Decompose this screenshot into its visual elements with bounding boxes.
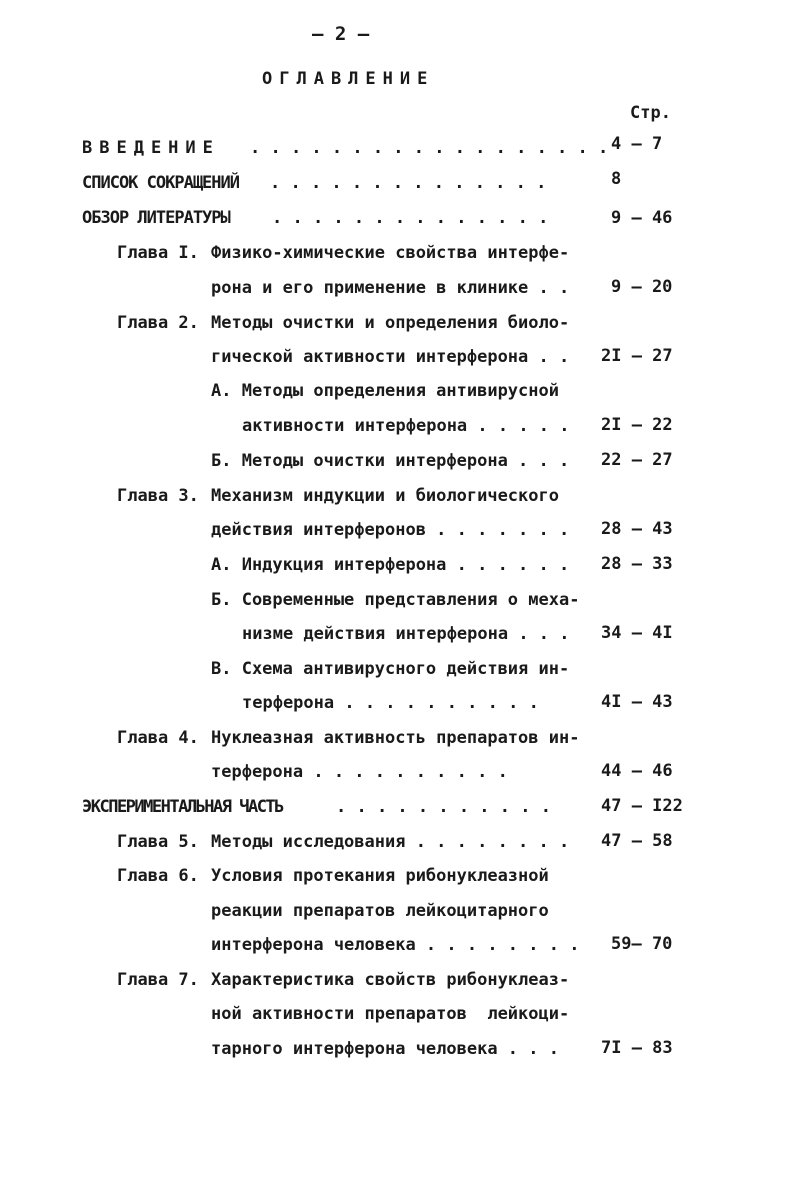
toc-experimental-pages: 47 – I22 bbox=[601, 796, 683, 816]
toc-section-3c-line2: терферона . . . . . . . . . . bbox=[242, 693, 539, 713]
toc-chapter-1-pages: 9 – 20 bbox=[611, 277, 673, 297]
toc-chapter-7-line1: Характеристика свойств рибонуклеаз- bbox=[211, 970, 570, 990]
toc-chapter-2-label: Глава 2. bbox=[117, 313, 199, 333]
toc-review-dots: . . . . . . . . . . . . . . bbox=[272, 208, 549, 228]
toc-introduction-dots: . . . . . . . . . . . . . . . . . . bbox=[250, 138, 609, 158]
page-column-label: Стр. bbox=[630, 103, 671, 123]
toc-chapter-7-pages: 7I – 83 bbox=[601, 1038, 673, 1058]
toc-chapter-1-label: Глава I. bbox=[117, 243, 199, 263]
toc-chapter-3-label: Глава 3. bbox=[117, 486, 199, 506]
toc-section-2a-pages: 2I – 22 bbox=[601, 415, 673, 435]
toc-chapter-4-line2: терферона . . . . . . . . . . bbox=[211, 762, 508, 782]
toc-chapter-7-line3: тарного интерферона человека . . . bbox=[211, 1039, 559, 1059]
toc-chapter-2-line1: Методы очистки и определения биоло- bbox=[211, 313, 570, 333]
page-title: ОГЛАВЛЕНИЕ bbox=[262, 69, 435, 89]
toc-abbreviations-dots: . . . . . . . . . . . . . . bbox=[270, 173, 547, 193]
toc-chapter-6-line1: Условия протекания рибонуклеазной bbox=[211, 866, 549, 886]
toc-chapter-1-line2: рона и его применение в клинике . . bbox=[211, 278, 570, 298]
toc-chapter-4-label: Глава 4. bbox=[117, 728, 199, 748]
toc-chapter-4-line1: Нуклеазная активность препаратов ин- bbox=[211, 728, 580, 748]
toc-chapter-3-line2: действия интерферонов . . . . . . . bbox=[211, 520, 570, 540]
toc-chapter-5-line1: Методы исследования . . . . . . . . bbox=[211, 832, 570, 852]
toc-section-2b-line1: Б. Методы очистки интерферона . . . bbox=[211, 451, 570, 471]
toc-section-2b-pages: 22 – 27 bbox=[601, 450, 673, 470]
toc-section-3a-pages: 28 – 33 bbox=[601, 554, 673, 574]
toc-chapter-2-line2: гической активности интерферона . . bbox=[211, 347, 570, 367]
toc-chapter-4-pages: 44 – 46 bbox=[601, 761, 673, 781]
toc-abbreviations-pages: 8 bbox=[611, 169, 622, 189]
toc-chapter-5-pages: 47 – 58 bbox=[601, 831, 673, 851]
toc-section-2a-line2: активности интерферона . . . . . bbox=[242, 416, 570, 436]
toc-chapter-6-line2: реакции препаратов лейкоцитарного bbox=[211, 901, 549, 921]
toc-chapter-7-line2: ной активности препаратов лейкоци- bbox=[211, 1004, 570, 1024]
toc-chapter-3-line1: Механизм индукции и биологического bbox=[211, 486, 559, 506]
toc-chapter-6-label: Глава 6. bbox=[117, 866, 199, 886]
toc-chapter-7-label: Глава 7. bbox=[117, 970, 199, 990]
toc-review-title: ОБЗОР ЛИТЕРАТУРЫ bbox=[82, 208, 230, 228]
toc-section-3b-pages: 34 – 4I bbox=[601, 623, 673, 643]
page-number: – 2 – bbox=[312, 23, 370, 45]
toc-introduction-title: ВВЕДЕНИЕ bbox=[82, 138, 220, 158]
toc-chapter-6-line3: интерферона человека . . . . . . . . bbox=[211, 935, 580, 955]
toc-chapter-5-label: Глава 5. bbox=[117, 832, 199, 852]
toc-section-3a-line1: А. Индукция интерферона . . . . . . bbox=[211, 555, 570, 575]
toc-section-3b-line2: низме действия интерферона . . . bbox=[242, 624, 570, 644]
toc-section-3c-pages: 4I – 43 bbox=[601, 692, 673, 712]
toc-experimental-dots: . . . . . . . . . . . bbox=[336, 797, 551, 817]
toc-abbreviations-title: СПИСОК СОКРАЩЕНИЙ bbox=[82, 173, 239, 193]
toc-section-3c-line1: В. Схема антивирусного действия ин- bbox=[211, 659, 570, 679]
toc-section-3b-line1: Б. Современные представления о меха- bbox=[211, 590, 580, 610]
toc-introduction-pages: 4 – 7 bbox=[611, 134, 663, 154]
toc-chapter-6-pages: 59– 70 bbox=[611, 934, 673, 954]
toc-chapter-1-line1: Физико-химические свойства интерфе- bbox=[211, 243, 570, 263]
toc-chapter-2-pages: 2I – 27 bbox=[601, 346, 673, 366]
toc-experimental-title: ЭКСПЕРИМЕНТАЛЬНАЯ ЧАСТЬ bbox=[82, 797, 283, 817]
toc-chapter-3-pages: 28 – 43 bbox=[601, 519, 673, 539]
toc-review-pages: 9 – 46 bbox=[611, 208, 673, 228]
toc-section-2a-line1: А. Методы определения антивирусной bbox=[211, 381, 559, 401]
